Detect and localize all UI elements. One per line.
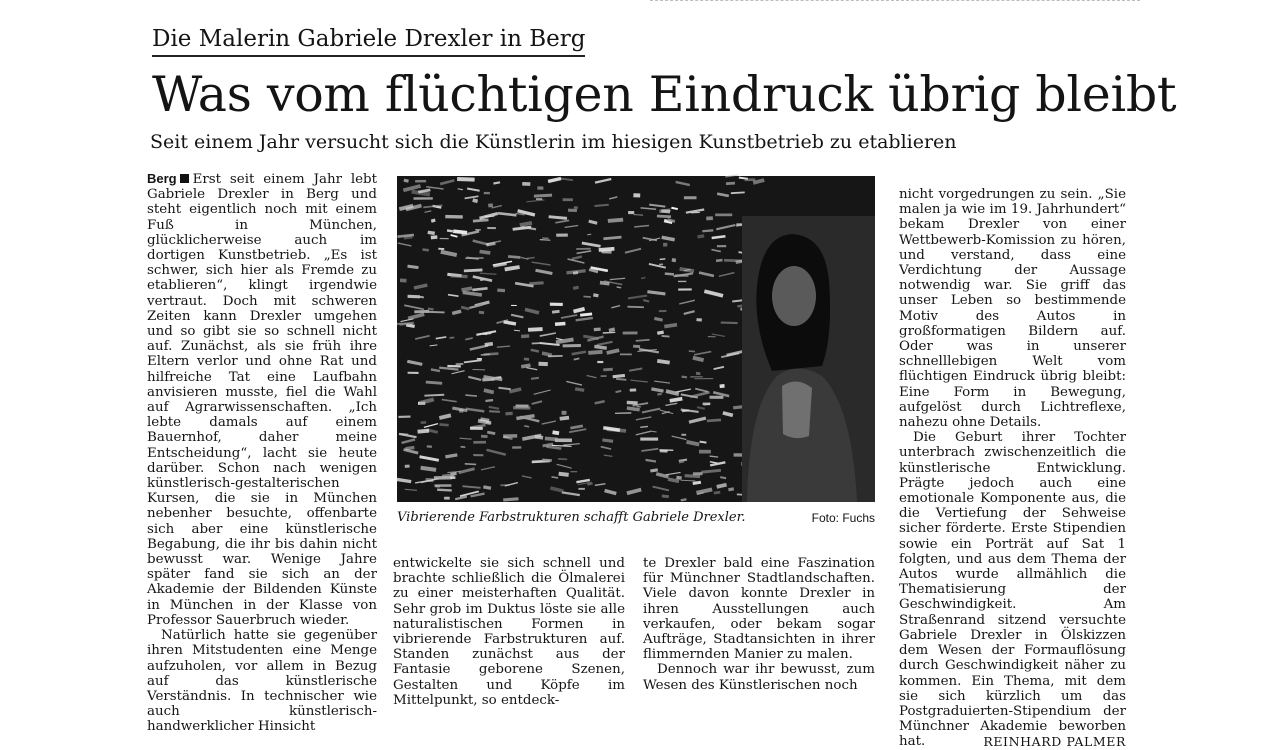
paint-stroke bbox=[536, 198, 542, 200]
paint-stroke bbox=[415, 180, 426, 183]
paint-stroke bbox=[627, 401, 638, 405]
paint-stroke bbox=[513, 406, 530, 410]
paint-stroke bbox=[445, 215, 463, 219]
author-byline: REINHARD PALMER bbox=[983, 734, 1126, 750]
paragraph: te Drexler bald eine Faszination für Münchner Stadtlandschaften. Viele davon konnte Drexler in ihren Ausstellungen auch verkaufen, oder bekam sogar Aufträge, Stadtansichten in ihrer flimmernden Manier zu malen. bbox=[643, 556, 875, 663]
paint-stroke bbox=[562, 411, 567, 415]
paint-stroke bbox=[555, 438, 572, 442]
paint-stroke bbox=[696, 372, 701, 375]
paint-stroke bbox=[630, 388, 637, 391]
paint-stroke bbox=[400, 279, 407, 283]
paint-stroke bbox=[522, 182, 530, 186]
paint-stroke bbox=[447, 365, 461, 368]
paint-stroke bbox=[574, 206, 578, 209]
paint-stroke bbox=[672, 258, 677, 262]
paint-stroke bbox=[398, 416, 410, 418]
paint-stroke bbox=[633, 193, 640, 197]
paint-stroke bbox=[407, 295, 420, 299]
paint-stroke bbox=[703, 402, 711, 405]
text-column-2 bbox=[393, 556, 625, 708]
paragraph bbox=[899, 430, 1126, 749]
paint-stroke bbox=[628, 211, 634, 214]
paint-stroke bbox=[558, 458, 567, 460]
text-column-1 bbox=[147, 171, 377, 735]
paint-stroke bbox=[405, 465, 410, 468]
text-column-4 bbox=[899, 187, 1126, 750]
paragraph-text: Erst seit einem Jahr lebt Gabriele Drexler in Berg und steht eigentlich noch mit einem Fuß in München, glücklicherweise auch im dortigen Kunstbetrieb. „Es ist schwer, sich hier als Fremde zu etablieren“, klingt irgendwie vertraut. Doch mit schweren Zeiten kann Drexler umgehen und so gibt sie so schnell nicht auf. Zunächst, als sie früh ihre Eltern verlor und ohne Rat und hilfreiche Tat eine Laufbahn anvisieren musste, fiel die Wahl auf Agrarwissenschaften. „Ich lebte damals auf einem Bauernhof, daher meine Entscheidung“, lacht sie heute darüber. Schon nach wenigen künstlerisch-gestalterischen Kursen, die sie in München nebenher besuchte, offenbarte sich aber eine künstlerische Begabung, die ihr bis dahin nicht bewusst war. Wenige Jahre später fand sie sich an der Akademie der Bildenden Künste in München in der Klasse von Professor Sauerbruch wieder. bbox=[147, 172, 377, 628]
paint-stroke bbox=[473, 441, 486, 444]
paint-stroke bbox=[414, 197, 433, 199]
paint-stroke bbox=[475, 229, 481, 230]
dateline-square-icon bbox=[180, 174, 189, 183]
text-column-3 bbox=[643, 556, 875, 701]
artist-figure bbox=[742, 216, 875, 502]
paint-stroke bbox=[473, 454, 483, 456]
paint-stroke bbox=[633, 345, 640, 348]
paint-stroke bbox=[503, 434, 517, 438]
paint-stroke bbox=[676, 476, 682, 480]
paint-stroke bbox=[497, 289, 505, 293]
paint-stroke bbox=[481, 435, 488, 438]
paint-stroke bbox=[717, 245, 726, 247]
paint-stroke bbox=[465, 257, 483, 259]
article-kicker: Die Malerin Gabriele Drexler in Berg bbox=[152, 24, 585, 57]
article-subheadline: Seit einem Jahr versucht sich die Künstlerin im hiesigen Kunstbetrieb zu etablieren bbox=[150, 131, 957, 153]
paragraph: entwickelte sie sich schnell und brachte schließlich die Ölmalerei zu einer meisterhaften Qualität. Sehr grob im Duktus löste sie alle naturalistischen Formen in vibrierende Farbstrukturen auf. Standen zunächst aus der Fantasie geborene Szenen, Gestalten und Köpfe im Mittelpunkt, so entdeck- bbox=[393, 556, 625, 708]
paint-stroke bbox=[556, 233, 568, 236]
paint-stroke bbox=[440, 238, 449, 239]
paint-stroke bbox=[573, 271, 578, 275]
paint-stroke bbox=[706, 216, 713, 220]
paint-stroke bbox=[578, 488, 585, 490]
paint-stroke bbox=[659, 264, 663, 266]
paint-stroke bbox=[538, 362, 547, 366]
paint-stroke bbox=[699, 450, 711, 454]
paint-stroke bbox=[451, 476, 456, 479]
photo-caption bbox=[397, 509, 877, 527]
paint-stroke bbox=[696, 318, 702, 321]
paint-stroke bbox=[678, 281, 686, 282]
paint-stroke bbox=[555, 322, 566, 326]
paint-stroke bbox=[694, 378, 713, 379]
paragraph bbox=[147, 171, 377, 628]
paint-stroke bbox=[408, 372, 419, 374]
paint-stroke bbox=[568, 209, 577, 212]
scan-edge-line bbox=[650, 0, 1140, 3]
paint-stroke bbox=[623, 331, 638, 334]
paint-stroke bbox=[427, 445, 432, 448]
paint-stroke bbox=[431, 235, 438, 239]
paint-stroke bbox=[438, 248, 444, 250]
paragraph: Natürlich hatte sie gegenüber ihren Mitstudenten eine Menge aufzuholen, vor allem in Bezug auf das künstlerische Verständnis. In technischer wie auch künstlerisch-handwerklicher Hinsicht bbox=[147, 628, 377, 735]
paint-stroke bbox=[512, 446, 521, 449]
paint-stroke bbox=[681, 434, 686, 436]
paint-stroke bbox=[528, 327, 543, 332]
paint-stroke bbox=[521, 334, 529, 338]
paint-stroke bbox=[532, 342, 540, 344]
photo-credit: Foto: Fuchs bbox=[811, 511, 875, 525]
paragraph-text: Die Geburt ihrer Tochter unterbrach zwischenzeitlich die künstlerische Entwicklung. Prägte jedoch auch eine emotionale Komponente aus, die die Vertiefung der Sehweise sicher förderte. Erste Stipendien sowie ein Porträt auf Sat 1 folgten, und aus dem Thema der Autos wurde allmählich die Thematisierung der Geschwindigkeit. Am Straßenrand sitzend versuchte Gabriele Drexler in Ölskizzen dem Wesen der Formauflösung durch Geschwindigkeit näher zu kommen. Ein Thema, mit dem sie sich kürzlich um das Postgraduierten-Stipendium der Münchner Akademie beworben hat. bbox=[899, 430, 1126, 750]
paint-stroke bbox=[745, 178, 756, 181]
paint-stroke bbox=[484, 192, 490, 194]
paint-stroke bbox=[620, 353, 632, 355]
paint-stroke bbox=[444, 497, 450, 500]
paint-stroke bbox=[715, 214, 732, 217]
paint-stroke bbox=[594, 328, 601, 332]
paint-stroke bbox=[456, 363, 464, 365]
paint-stroke bbox=[603, 368, 613, 371]
paint-stroke bbox=[505, 412, 512, 416]
paint-stroke bbox=[421, 421, 427, 424]
paint-stroke bbox=[570, 471, 577, 472]
paint-stroke bbox=[470, 427, 483, 430]
paint-stroke bbox=[663, 243, 667, 247]
paint-stroke bbox=[459, 409, 464, 413]
paint-stroke bbox=[435, 484, 452, 487]
paint-stroke bbox=[563, 344, 581, 347]
paint-stroke bbox=[693, 472, 703, 475]
paint-stroke bbox=[690, 376, 703, 377]
paint-stroke bbox=[511, 305, 517, 306]
dateline: Berg bbox=[147, 171, 177, 186]
paint-stroke bbox=[563, 198, 573, 201]
paragraph: Dennoch war ihr bewusst, zum Wesen des Künstlerischen noch bbox=[643, 662, 875, 693]
paint-stroke bbox=[488, 203, 493, 207]
paint-stroke bbox=[659, 310, 667, 312]
paint-stroke bbox=[457, 177, 475, 182]
paint-stroke bbox=[601, 375, 607, 377]
paragraph: nicht vorgedrungen zu sein. „Sie malen ja wie im 19. Jahrhundert“ bekam Drexler von einer Wettbewerb-Komission zu hören, und verstand, dass eine Verdichtung der Aussage notwendig war. Sie griff das unser Leben so bestimmende Motiv des Autos in großformatigen Bildern auf. Oder was in unserer schnelllebigen Welt vom flüchtigen Eindruck übrig bleibt: Eine Form in Bewegung, aufgelöst durch Lichtreflexe, nahezu ohne Details. bbox=[899, 187, 1126, 431]
paint-stroke bbox=[597, 361, 603, 363]
paint-stroke bbox=[500, 484, 509, 486]
paint-stroke bbox=[640, 438, 658, 441]
paint-stroke bbox=[678, 288, 692, 290]
paint-stroke bbox=[684, 196, 697, 199]
paint-stroke bbox=[576, 248, 591, 250]
article-photo bbox=[397, 176, 875, 502]
paint-stroke bbox=[720, 384, 725, 388]
paint-stroke bbox=[449, 337, 454, 339]
article-headline: Was vom flüchtigen Eindruck übrig bleibt bbox=[152, 66, 1177, 123]
paint-stroke bbox=[709, 396, 723, 399]
paint-stroke bbox=[550, 303, 563, 306]
caption-text: Vibrierende Farbstrukturen schafft Gabriele Drexler. bbox=[397, 510, 746, 525]
painting-image bbox=[397, 176, 875, 502]
paint-stroke bbox=[537, 186, 543, 189]
paint-stroke bbox=[487, 227, 496, 229]
paint-stroke bbox=[524, 358, 529, 361]
